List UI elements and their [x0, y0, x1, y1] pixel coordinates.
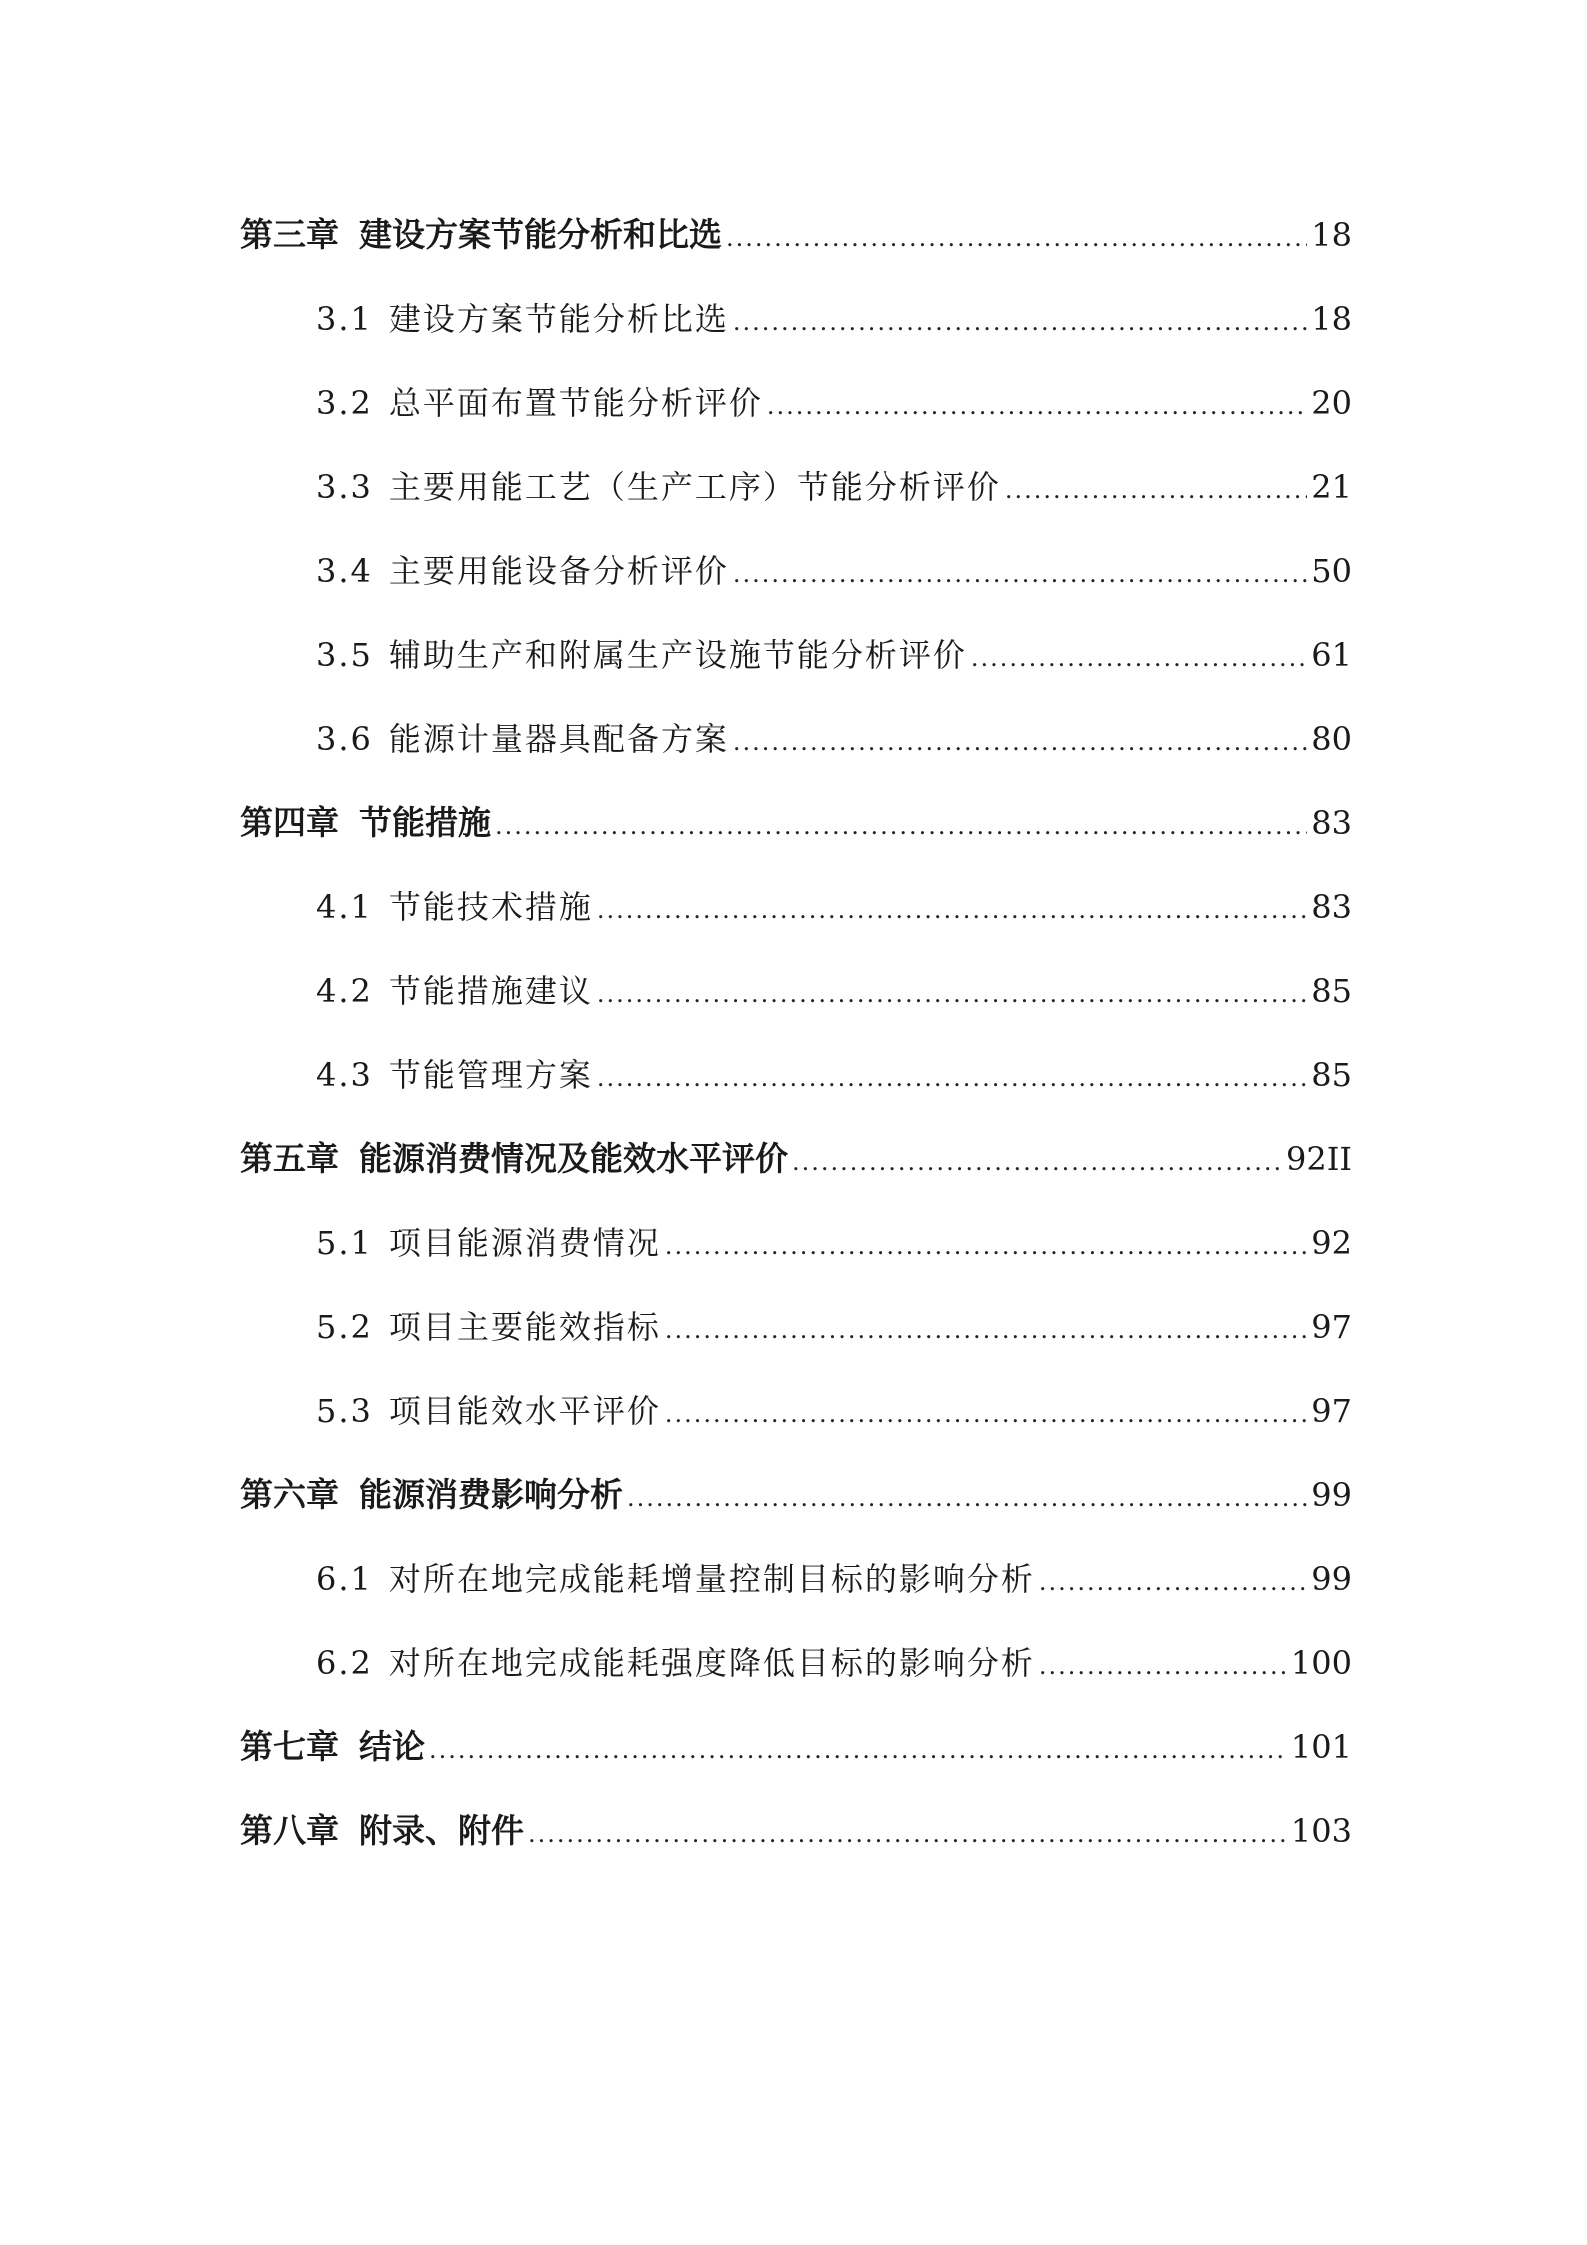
toc-section-5-2[interactable] [240, 1297, 1352, 1381]
toc-chapter-4[interactable] [240, 793, 1352, 877]
toc-page-number: 97 [1311, 1392, 1352, 1430]
toc-entry-title: 附录、附件 [359, 1811, 524, 1850]
toc-chapter-6[interactable] [240, 1465, 1352, 1549]
toc-entry-number: 第八章 [240, 1811, 339, 1850]
toc-entry-number: 第六章 [240, 1475, 339, 1514]
toc-page-number: 80 [1311, 720, 1352, 758]
toc-dot-leader [597, 880, 1307, 940]
toc-page-number: 50 [1311, 552, 1352, 590]
toc-section-6-2[interactable] [240, 1633, 1352, 1717]
toc-section-4-1[interactable] [240, 877, 1352, 961]
toc-chapter-8[interactable] [240, 1801, 1352, 1885]
toc-entry-title: 项目能效水平评价 [388, 1392, 661, 1430]
toc-page-number: 85 [1311, 972, 1352, 1010]
toc-chapter-7[interactable] [240, 1717, 1352, 1801]
toc-entry-title: 节能措施 [359, 803, 491, 842]
toc-dot-leader [733, 712, 1307, 772]
toc-entry-title: 建设方案节能分析比选 [388, 300, 729, 338]
toc-chapter-3[interactable] [240, 205, 1352, 289]
toc-page-number: 99 [1311, 1476, 1352, 1514]
toc-entry-number: 6.1 [316, 1560, 373, 1598]
toc-page-number: 61 [1311, 636, 1352, 674]
toc-entry-number: 第三章 [240, 215, 339, 254]
toc-section-4-3[interactable] [240, 1045, 1352, 1129]
toc-entry-number: 3.6 [316, 720, 373, 758]
toc-entry-number: 5.1 [316, 1224, 373, 1262]
toc-page-number: 85 [1311, 1056, 1352, 1094]
toc-dot-leader [1039, 1552, 1307, 1612]
toc-entry-title: 节能措施建议 [388, 972, 593, 1010]
toc-dot-leader [665, 1216, 1307, 1276]
toc-entry-number: 4.1 [316, 888, 373, 926]
toc-entry-number: 3.5 [316, 636, 373, 674]
toc-dot-leader [597, 1048, 1307, 1108]
toc-entry-number: 第四章 [240, 803, 339, 842]
toc-page-number: 103 [1290, 1812, 1352, 1850]
toc-page-number: 92 [1311, 1224, 1352, 1262]
toc-entry-title: 项目主要能效指标 [388, 1308, 661, 1346]
toc-entry-number: 6.2 [316, 1644, 373, 1682]
toc-entry-number: 3.2 [316, 384, 373, 422]
toc-dot-leader [627, 1468, 1307, 1528]
toc-section-6-1[interactable] [240, 1549, 1352, 1633]
toc-section-3-2[interactable] [240, 373, 1352, 457]
toc-dot-leader [733, 544, 1307, 604]
toc-entry-number: 3.3 [316, 468, 373, 506]
toc-dot-leader [665, 1384, 1307, 1444]
toc-dot-leader [767, 376, 1307, 436]
toc-section-3-5[interactable] [240, 625, 1352, 709]
toc-dot-leader [733, 292, 1307, 352]
toc-entry-number: 5.3 [316, 1392, 373, 1430]
toc-entry-title: 结论 [359, 1727, 425, 1766]
toc-section-5-1[interactable] [240, 1213, 1352, 1297]
toc-dot-leader [971, 628, 1307, 688]
toc-entry-title: 节能技术措施 [388, 888, 593, 926]
toc-section-3-6[interactable] [240, 709, 1352, 793]
table-of-contents [240, 205, 1352, 1885]
toc-dot-leader [495, 796, 1307, 856]
toc-entry-title: 主要用能工艺（生产工序）节能分析评价 [388, 468, 1001, 506]
toc-dot-leader [597, 964, 1307, 1024]
toc-section-5-3[interactable] [240, 1381, 1352, 1465]
toc-dot-leader [1005, 460, 1307, 520]
toc-entry-number: 3.1 [316, 300, 373, 338]
toc-entry-title: 主要用能设备分析评价 [388, 552, 729, 590]
toc-page-number: 18 [1311, 216, 1352, 254]
toc-dot-leader [528, 1804, 1287, 1864]
toc-entry-title: 辅助生产和附属生产设施节能分析评价 [388, 636, 967, 674]
toc-page-number: 97 [1311, 1308, 1352, 1346]
toc-section-3-4[interactable] [240, 541, 1352, 625]
toc-page-number: 83 [1311, 804, 1352, 842]
toc-entry-number: 3.4 [316, 552, 373, 590]
toc-entry-number: 4.3 [316, 1056, 373, 1094]
toc-entry-title: 节能管理方案 [388, 1056, 593, 1094]
toc-entry-title: 对所在地完成能耗增量控制目标的影响分析 [388, 1560, 1035, 1598]
toc-entry-number: 第五章 [240, 1139, 339, 1178]
toc-entry-title: 建设方案节能分析和比选 [359, 215, 722, 254]
toc-entry-title: 项目能源消费情况 [388, 1224, 661, 1262]
toc-entry-title: 对所在地完成能耗强度降低目标的影响分析 [388, 1644, 1035, 1682]
toc-dot-leader [429, 1720, 1287, 1780]
toc-entry-title: 能源消费影响分析 [359, 1475, 623, 1514]
toc-page-number: 83 [1311, 888, 1352, 926]
toc-page-number: 101 [1290, 1728, 1352, 1766]
toc-dot-leader [726, 208, 1307, 268]
toc-entry-title: 总平面布置节能分析评价 [388, 384, 763, 422]
toc-entry-title: 能源消费情况及能效水平评价 [359, 1139, 788, 1178]
toc-page-number: 20 [1311, 384, 1352, 422]
toc-dot-leader [792, 1132, 1282, 1192]
toc-dot-leader [1039, 1636, 1287, 1696]
toc-entry-number: 4.2 [316, 972, 373, 1010]
toc-page-number: 18 [1311, 300, 1352, 338]
toc-page-number: 100 [1290, 1644, 1352, 1682]
toc-dot-leader [665, 1300, 1307, 1360]
toc-entry-number: 5.2 [316, 1308, 373, 1346]
toc-page-number: 92II [1286, 1140, 1352, 1178]
toc-chapter-5[interactable] [240, 1129, 1352, 1213]
toc-section-4-2[interactable] [240, 961, 1352, 1045]
toc-page-number: 99 [1311, 1560, 1352, 1598]
toc-page-number: 21 [1311, 468, 1352, 506]
toc-entry-title: 能源计量器具配备方案 [388, 720, 729, 758]
toc-entry-number: 第七章 [240, 1727, 339, 1766]
toc-section-3-3[interactable] [240, 457, 1352, 541]
toc-section-3-1[interactable] [240, 289, 1352, 373]
